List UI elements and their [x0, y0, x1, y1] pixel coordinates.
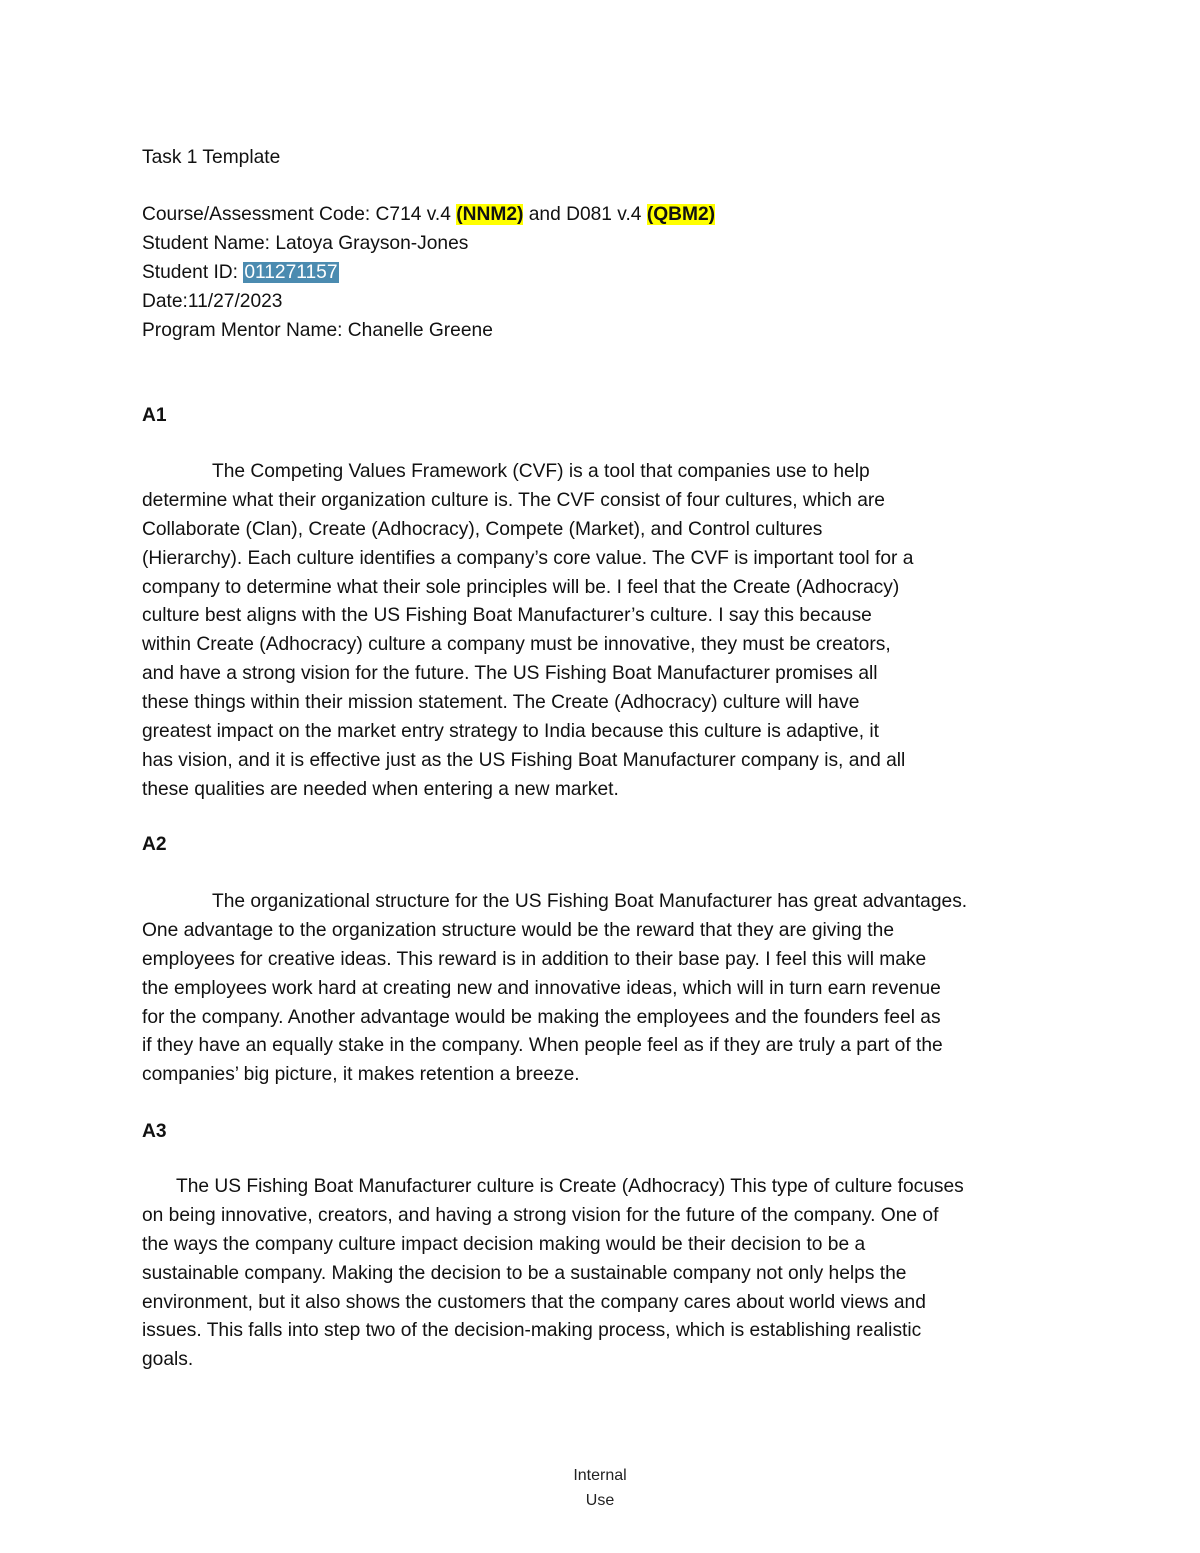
paragraph-line: on being innovative, creators, and having a strong vision for the future of the company. One of	[142, 1204, 939, 1226]
footer-classification	[0, 1463, 1200, 1513]
paragraph-line: companies’ big picture, it makes retention a breeze.	[142, 1064, 580, 1086]
course-code-middle: and D081 v.4	[523, 204, 647, 225]
paragraph-line: within Create (Adhocracy) culture a company must be innovative, they must be creators,	[142, 634, 891, 656]
paragraph-line: sustainable company. Making the decision to be a sustainable company not only helps the	[142, 1262, 907, 1284]
course-assessment-code	[142, 200, 1067, 229]
paragraph-line: Collaborate (Clan), Create (Adhocracy), Compete (Market), and Control cultures	[142, 518, 823, 540]
paragraph-line: issues. This falls into step two of the decision-making process, which is establishing realistic	[142, 1320, 922, 1342]
paragraph-line: culture best aligns with the US Fishing Boat Manufacturer’s culture. I say this because	[142, 605, 872, 627]
student-id	[142, 258, 1067, 287]
paragraph-line: The US Fishing Boat Manufacturer culture is Create (Adhocracy) This type of culture focuses	[176, 1176, 964, 1197]
paragraph-line: One advantage to the organization structure would be the reward that they are giving the	[142, 919, 894, 941]
paragraph-line: the ways the company culture impact decision making would be their decision to be a	[142, 1233, 866, 1255]
document-title: Task 1 Template	[142, 147, 281, 168]
footer-line-1: Internal	[573, 1467, 627, 1484]
document-metadata	[142, 200, 1067, 345]
course-code-prefix: Course/Assessment Code: C714 v.4	[142, 204, 457, 225]
paragraph-line: company to determine what their sole principles will be. I feel that the Create (Adhocracy)	[142, 576, 900, 598]
paragraph-line: The Competing Values Framework (CVF) is a tool that companies use to help	[212, 461, 870, 482]
footer-line-2: Use	[585, 1492, 615, 1509]
paragraph-line: for the company. Another advantage would be making the employees and the founders feel as	[142, 1006, 941, 1028]
section-heading-a3: A3	[142, 1121, 167, 1142]
paragraph-line: greatest impact on the market entry strategy to India because this culture is adaptive, it	[142, 721, 879, 743]
paragraph-line: employees for creative ideas. This reward is in addition to their base pay. I feel this will make	[142, 948, 927, 970]
section-a3-paragraph	[142, 1173, 1067, 1375]
paragraph-line: if they have an equally stake in the company. When people feel as if they are truly a part of the	[142, 1035, 943, 1057]
paragraph-line: goals.	[142, 1349, 194, 1371]
paragraph-line: the employees work hard at creating new and innovative ideas, which will in turn earn revenue	[142, 977, 941, 999]
section-heading-a1: A1	[142, 405, 167, 426]
paragraph-line: has vision, and it is effective just as the US Fishing Boat Manufacturer company is, and all	[142, 749, 906, 771]
student-id-label: Student ID:	[142, 262, 244, 283]
paragraph-line: these qualities are needed when entering a new market.	[142, 778, 619, 800]
program-mentor: Program Mentor Name: Chanelle Greene	[142, 320, 493, 341]
section-a1-paragraph	[142, 458, 1067, 805]
paragraph-line: (Hierarchy). Each culture identifies a company’s core value. The CVF is important tool for a	[142, 547, 914, 569]
paragraph-line: determine what their organization culture is. The CVF consist of four cultures, which are	[142, 489, 885, 511]
paragraph-line: The organizational structure for the US Fishing Boat Manufacturer has great advantages.	[212, 891, 968, 912]
section-heading-a2: A2	[142, 834, 167, 855]
paragraph-line: and have a strong vision for the future. The US Fishing Boat Manufacturer promises all	[142, 663, 878, 685]
paragraph-line: environment, but it also shows the customers that the company cares about world views and	[142, 1291, 926, 1313]
course-code-highlight-2: (QBM2)	[646, 204, 716, 225]
student-id-value: 011271157	[244, 262, 338, 283]
section-a2-paragraph	[142, 888, 1067, 1090]
student-name: Student Name: Latoya Grayson-Jones	[142, 233, 469, 254]
date: Date:11/27/2023	[142, 291, 283, 312]
course-code-highlight-1: (NNM2)	[456, 204, 524, 225]
paragraph-line: these things within their mission statement. The Create (Adhocracy) culture will have	[142, 692, 860, 714]
